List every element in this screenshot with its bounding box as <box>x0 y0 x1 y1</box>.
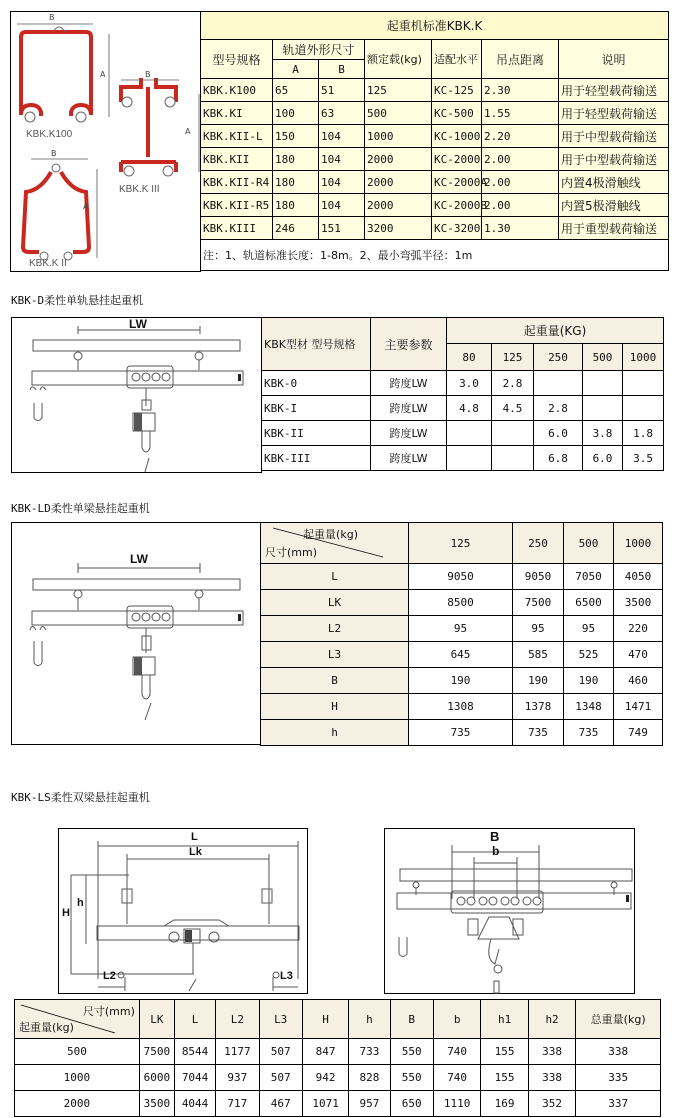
cell-a: 180 <box>273 194 319 217</box>
dim-h-upper-label: H <box>62 907 70 919</box>
table-row <box>262 371 664 396</box>
capacity-header: 250 <box>513 523 564 564</box>
dim-h-lower-label: h <box>77 897 84 909</box>
column-header: L <box>174 1000 215 1039</box>
table-row <box>261 668 663 694</box>
corner-header <box>15 1000 140 1039</box>
dim-small-b-label: b <box>492 844 500 858</box>
dim-l3-label: L3 <box>280 970 293 982</box>
cell-b: 104 <box>319 194 365 217</box>
table-row <box>15 1065 661 1091</box>
cell-a: 100 <box>273 102 319 125</box>
cell-value: 155 <box>481 1065 528 1091</box>
capacity-header: 80 <box>447 344 492 371</box>
cell-value: 337 <box>576 1091 661 1117</box>
cell-value: 190 <box>564 668 614 694</box>
cell-value: 467 <box>259 1091 302 1117</box>
cell-capacity: 500 <box>15 1039 140 1065</box>
dim-b-label-k100: B <box>49 13 55 22</box>
capacity-header: 1000 <box>623 344 664 371</box>
cell-value: 957 <box>349 1091 390 1117</box>
k2-profile <box>23 172 89 252</box>
cell-model: KBK.KII-L <box>201 125 273 148</box>
dim-l-label: L <box>191 831 198 843</box>
table-row <box>261 616 663 642</box>
dim-a-label-k2: A <box>83 202 89 211</box>
capacity-header: 250 <box>534 344 583 371</box>
corner-dimension-label: 尺寸(mm) <box>82 1005 135 1018</box>
table-row <box>262 396 664 421</box>
header-description: 说明 <box>559 40 669 79</box>
header-model: 型号规格 <box>201 40 273 79</box>
kbk-k-profiles-figure <box>10 11 201 272</box>
kbk-k-note: 注：1、轨道标准长度：1-8m。2、最小弯弧半径：1m <box>201 240 669 271</box>
cell-value: 6500 <box>564 590 614 616</box>
cell-load: 1000 <box>365 125 432 148</box>
cell-a: 150 <box>273 125 319 148</box>
cell-b: 51 <box>319 79 365 102</box>
cell-span: 1.8 <box>623 421 664 446</box>
cell-value: 1471 <box>614 694 663 720</box>
header-rated-load: 额定载(kg) <box>365 40 432 79</box>
cell-value: 9050 <box>513 564 564 590</box>
cell-value: 190 <box>409 668 513 694</box>
cell-value: 95 <box>513 616 564 642</box>
cell-b: 104 <box>319 148 365 171</box>
cell-param: 跨度LW <box>371 371 447 396</box>
cell-value: 338 <box>528 1065 575 1091</box>
cell-trolley: KC-3200 <box>432 217 482 240</box>
cell-a: 180 <box>273 171 319 194</box>
header-capacity: 起重量(KG) <box>447 318 664 344</box>
cell-trolley: KC-500 <box>432 102 482 125</box>
header-main-param: 主要参数 <box>371 318 447 371</box>
cell-span <box>623 371 664 396</box>
table-row <box>15 1039 661 1065</box>
cell-param: 跨度LW <box>371 446 447 471</box>
dim-a-label-k3: A <box>185 127 191 136</box>
header-track-dims: 轨道外形尺寸 <box>273 40 365 60</box>
cell-span: 6.0 <box>534 421 583 446</box>
kbk-k-title: 起重机标准KBK.K <box>201 12 669 40</box>
cell-spacing: 2.20 <box>482 125 559 148</box>
cell-desc: 用于中型载荷输送 <box>559 125 669 148</box>
cell-spacing: 1.30 <box>482 217 559 240</box>
cell-spacing: 2.00 <box>482 171 559 194</box>
spec-row <box>201 194 669 217</box>
cell-value: 335 <box>576 1065 661 1091</box>
cell-value: 1071 <box>302 1091 348 1117</box>
kbk-k-spec-table <box>200 11 669 271</box>
corner-capacity-label: 起重量(kg) <box>19 1021 74 1034</box>
single-rail-crane-drawing <box>12 318 261 472</box>
cell-value: 740 <box>433 1065 480 1091</box>
kbk-ld-table <box>260 522 663 746</box>
cell-value: 847 <box>302 1039 348 1065</box>
cell-span: 2.8 <box>534 396 583 421</box>
cell-desc: 用于重型载荷输送 <box>559 217 669 240</box>
cell-desc: 内置4极滑触线 <box>559 171 669 194</box>
cell-value: 470 <box>614 642 663 668</box>
cell-trolley: KC-2000 <box>432 148 482 171</box>
cell-load: 500 <box>365 102 432 125</box>
capacity-header: 500 <box>564 523 614 564</box>
dim-l2-label: L2 <box>103 970 116 982</box>
cell-span: 2.8 <box>492 371 534 396</box>
cell-value: 650 <box>390 1091 433 1117</box>
cell-dimension: LK <box>261 590 409 616</box>
cell-trolley: KC-125 <box>432 79 482 102</box>
cell-dimension: L <box>261 564 409 590</box>
cell-value: 460 <box>614 668 663 694</box>
spec-row <box>201 102 669 125</box>
table-row <box>262 446 664 471</box>
cell-value: 3500 <box>614 590 663 616</box>
dim-lk-label: Lk <box>189 846 202 858</box>
cell-value: 352 <box>528 1091 575 1117</box>
cell-span: 3.0 <box>447 371 492 396</box>
cell-value: 507 <box>259 1039 302 1065</box>
double-beam-side-drawing <box>59 829 307 993</box>
cell-value: 7500 <box>513 590 564 616</box>
column-header: LK <box>139 1000 174 1039</box>
cell-load: 2000 <box>365 171 432 194</box>
header-b: B <box>319 60 365 79</box>
kbk-ld-title: KBK-LD柔性单梁悬挂起重机 <box>11 502 150 515</box>
k100-profile <box>21 32 91 116</box>
table-row <box>15 1091 661 1117</box>
capacity-header: 125 <box>409 523 513 564</box>
cell-value: 717 <box>216 1091 259 1117</box>
cell-span <box>447 421 492 446</box>
column-header: b <box>433 1000 480 1039</box>
cell-load: 2000 <box>365 194 432 217</box>
cell-value: 155 <box>481 1039 528 1065</box>
cell-value: 9050 <box>409 564 513 590</box>
corner-capacity-label: 起重量(kg) <box>303 528 358 541</box>
spec-row <box>201 217 669 240</box>
column-header: L3 <box>259 1000 302 1039</box>
cell-span: 6.8 <box>534 446 583 471</box>
cell-value: 3500 <box>139 1091 174 1117</box>
cell-param: 跨度LW <box>371 396 447 421</box>
cell-value: 1378 <box>513 694 564 720</box>
column-header: 总重量(kg) <box>576 1000 661 1039</box>
table-row <box>261 642 663 668</box>
cell-span: 3.5 <box>623 446 664 471</box>
column-header: B <box>390 1000 433 1039</box>
dim-b-label: B <box>490 829 500 844</box>
cell-value: 740 <box>433 1039 480 1065</box>
cell-value: 8544 <box>174 1039 215 1065</box>
corner-dimension-label: 尺寸(mm) <box>265 546 318 559</box>
cell-value: 735 <box>409 720 513 746</box>
cell-value: 585 <box>513 642 564 668</box>
cell-value: 8500 <box>409 590 513 616</box>
cell-model: KBK.KII <box>201 148 273 171</box>
cell-b: 104 <box>319 125 365 148</box>
lw-dimension-label: LW <box>130 552 148 566</box>
cell-value: 507 <box>259 1065 302 1091</box>
cell-param: 跨度LW <box>371 421 447 446</box>
table-row <box>261 720 663 746</box>
kbk-ls-title: KBK-LS柔性双梁悬挂起重机 <box>11 791 150 804</box>
kbk-d-table <box>261 317 664 471</box>
cell-value: 338 <box>576 1039 661 1065</box>
cell-load: 2000 <box>365 148 432 171</box>
capacity-header: 125 <box>492 344 534 371</box>
cell-model: KBK-III <box>262 446 371 471</box>
cell-value: 1110 <box>433 1091 480 1117</box>
cell-value: 1308 <box>409 694 513 720</box>
cell-model: KBK.KII-R4 <box>201 171 273 194</box>
k3-label: KBK.K III <box>119 184 160 195</box>
cell-span <box>534 371 583 396</box>
dim-a-label-k100: A <box>100 70 106 79</box>
cell-model: KBK-0 <box>262 371 371 396</box>
cell-spacing: 2.30 <box>482 79 559 102</box>
cell-value: 7050 <box>564 564 614 590</box>
column-header: h1 <box>481 1000 528 1039</box>
cell-value: 645 <box>409 642 513 668</box>
cell-value: 4044 <box>174 1091 215 1117</box>
cell-value: 735 <box>564 720 614 746</box>
cell-value: 169 <box>481 1091 528 1117</box>
cell-dimension: L2 <box>261 616 409 642</box>
cell-desc: 用于轻型载荷输送 <box>559 102 669 125</box>
cell-span <box>583 396 623 421</box>
cell-model: KBK.KI <box>201 102 273 125</box>
cell-value: 220 <box>614 616 663 642</box>
kbk-ld-figure <box>11 522 262 745</box>
cell-dimension: L3 <box>261 642 409 668</box>
cell-value: 525 <box>564 642 614 668</box>
column-header: h <box>349 1000 390 1039</box>
table-row <box>261 564 663 590</box>
cell-span: 3.8 <box>583 421 623 446</box>
table-row <box>262 421 664 446</box>
cell-span <box>492 446 534 471</box>
capacity-header: 1000 <box>614 523 663 564</box>
cell-dimension: B <box>261 668 409 694</box>
kbk-ls-side-figure <box>58 828 308 994</box>
header-a: A <box>273 60 319 79</box>
cell-model: KBK-I <box>262 396 371 421</box>
k100-label: KBK.K100 <box>26 129 73 140</box>
kbk-ls-table <box>14 999 661 1117</box>
capacity-header: 500 <box>583 344 623 371</box>
column-header: H <box>302 1000 348 1039</box>
spec-row <box>201 171 669 194</box>
column-header: h2 <box>528 1000 575 1039</box>
cell-a: 180 <box>273 148 319 171</box>
cell-load: 3200 <box>365 217 432 240</box>
dim-b-label-k3: B <box>145 70 151 79</box>
double-beam-front-drawing <box>385 829 634 993</box>
cell-b: 151 <box>319 217 365 240</box>
cell-trolley: KC-1000 <box>432 125 482 148</box>
kbk-d-title: KBK-D柔性单轨悬挂起重机 <box>11 294 144 307</box>
cell-spacing: 2.00 <box>482 194 559 217</box>
kbk-d-figure <box>11 317 262 473</box>
cell-value: 749 <box>614 720 663 746</box>
cell-value: 7500 <box>139 1039 174 1065</box>
k3-profile <box>121 78 176 172</box>
cell-span: 6.0 <box>583 446 623 471</box>
spec-row <box>201 148 669 171</box>
header-trolley: 适配水平 <box>432 40 482 79</box>
header-kbk-model: KBK型材 型号规格 <box>262 318 371 371</box>
cell-desc: 内置5极滑触线 <box>559 194 669 217</box>
cell-a: 246 <box>273 217 319 240</box>
cell-spacing: 2.00 <box>482 148 559 171</box>
cell-value: 550 <box>390 1065 433 1091</box>
cell-value: 942 <box>302 1065 348 1091</box>
cell-value: 6000 <box>139 1065 174 1091</box>
dim-b-label-k2: B <box>51 149 57 158</box>
cell-span <box>583 371 623 396</box>
cell-value: 338 <box>528 1039 575 1065</box>
cell-value: 7044 <box>174 1065 215 1091</box>
cell-trolley: KC-2000B <box>432 194 482 217</box>
cell-desc: 用于轻型载荷输送 <box>559 79 669 102</box>
table-row <box>261 590 663 616</box>
column-header: L2 <box>216 1000 259 1039</box>
cell-value: 828 <box>349 1065 390 1091</box>
cell-span <box>623 396 664 421</box>
cell-value: 550 <box>390 1039 433 1065</box>
cell-b: 104 <box>319 171 365 194</box>
spec-row <box>201 125 669 148</box>
cell-spacing: 1.55 <box>482 102 559 125</box>
cell-desc: 用于中型载荷输送 <box>559 148 669 171</box>
cell-value: 1177 <box>216 1039 259 1065</box>
cell-capacity: 2000 <box>15 1091 140 1117</box>
cell-a: 65 <box>273 79 319 102</box>
cell-value: 735 <box>513 720 564 746</box>
k2-label: KBK.K II <box>29 258 67 269</box>
cell-b: 63 <box>319 102 365 125</box>
cell-dimension: H <box>261 694 409 720</box>
cell-value: 733 <box>349 1039 390 1065</box>
cell-value: 937 <box>216 1065 259 1091</box>
cell-span: 4.8 <box>447 396 492 421</box>
header-hanger-spacing: 吊点距离 <box>482 40 559 79</box>
cell-model: KBK.KII-R5 <box>201 194 273 217</box>
spec-row <box>201 79 669 102</box>
cell-value: 190 <box>513 668 564 694</box>
cell-span: 4.5 <box>492 396 534 421</box>
cell-span <box>492 421 534 446</box>
cell-trolley: KC-2000A <box>432 171 482 194</box>
cell-load: 125 <box>365 79 432 102</box>
cell-model: KBK.K100 <box>201 79 273 102</box>
cell-model: KBK.KIII <box>201 217 273 240</box>
kbk-ls-front-figure <box>384 828 635 994</box>
lw-dimension-label: LW <box>129 317 147 331</box>
cell-value: 95 <box>564 616 614 642</box>
cell-value: 1348 <box>564 694 614 720</box>
table-row <box>261 694 663 720</box>
corner-header <box>261 523 409 564</box>
cell-capacity: 1000 <box>15 1065 140 1091</box>
cell-value: 95 <box>409 616 513 642</box>
rail-profiles-drawing <box>11 12 200 271</box>
cell-value: 4050 <box>614 564 663 590</box>
cell-model: KBK-II <box>262 421 371 446</box>
cell-dimension: h <box>261 720 409 746</box>
cell-span <box>447 446 492 471</box>
